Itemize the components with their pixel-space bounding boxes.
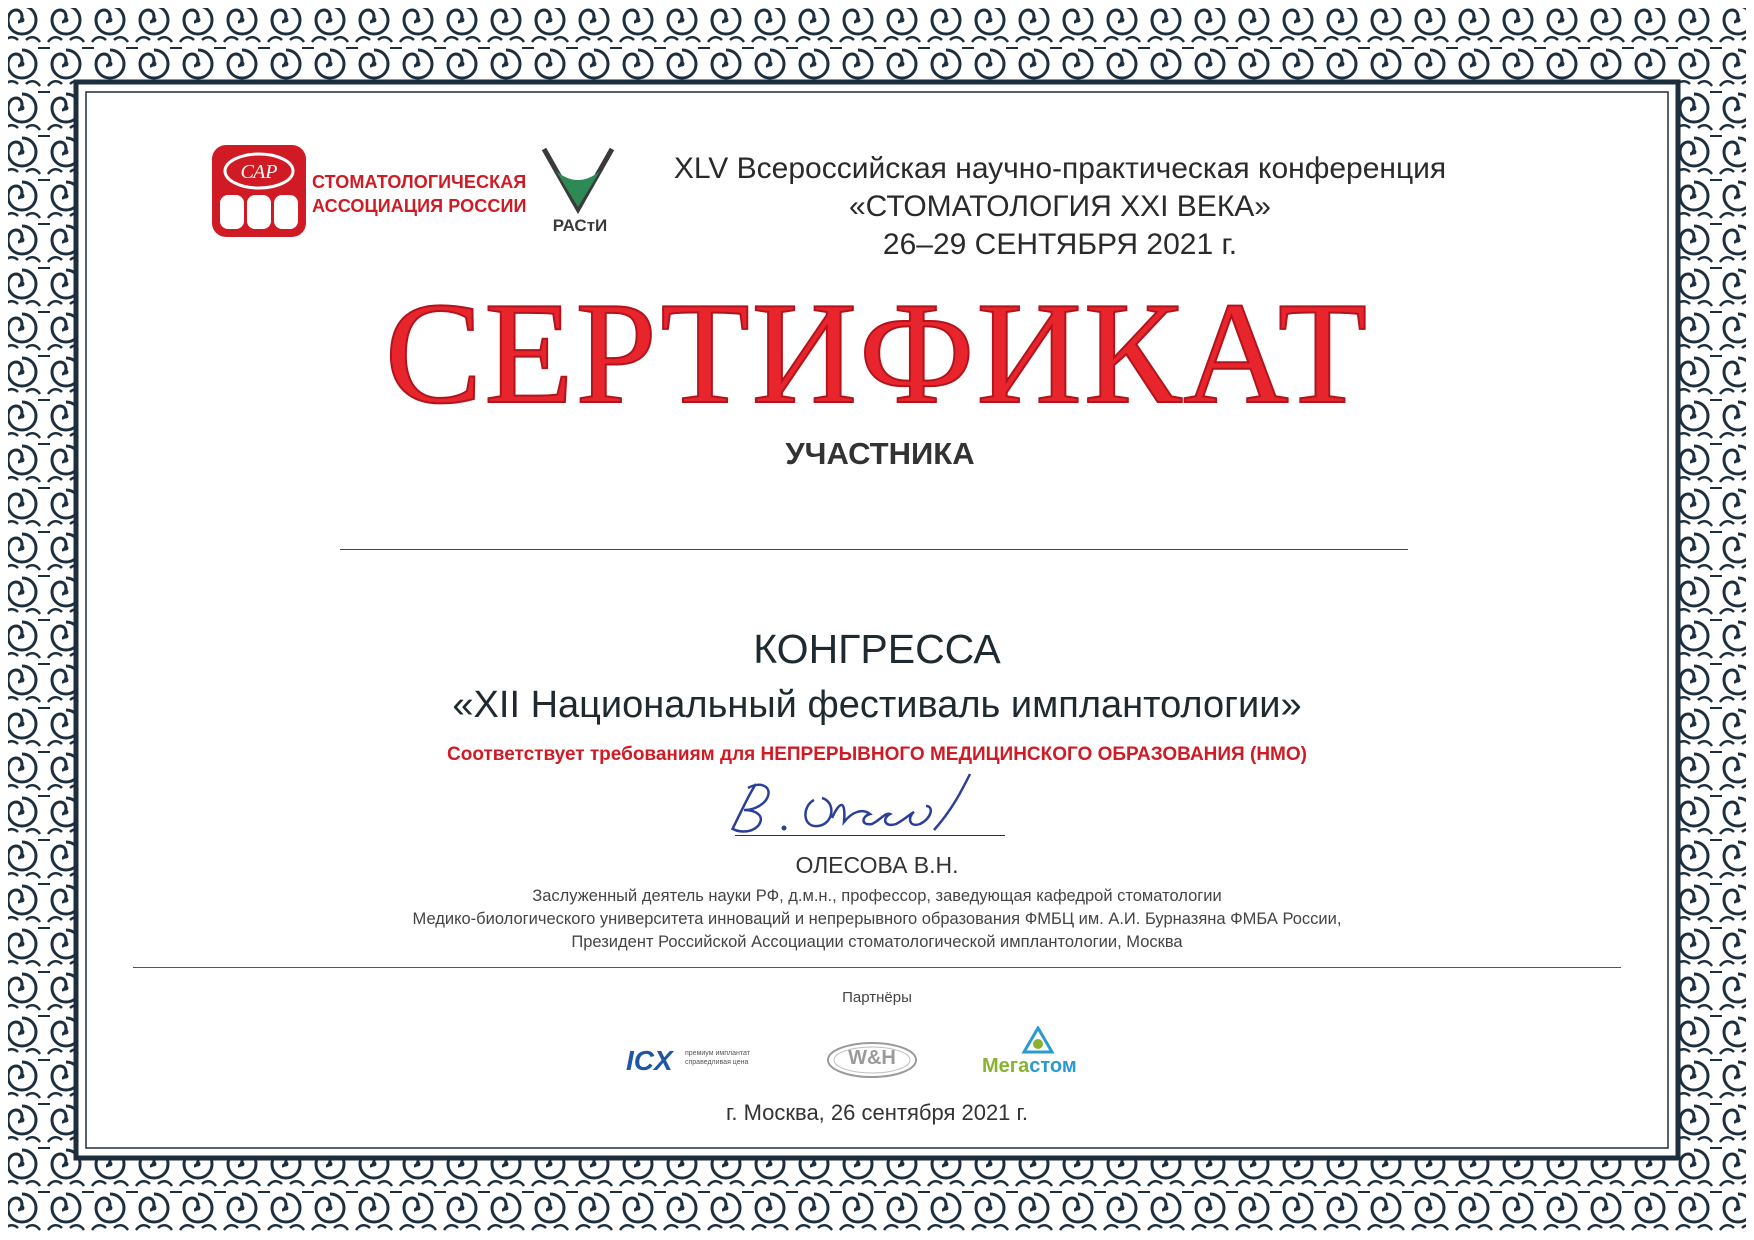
conference-line2: «СТОМАТОЛОГИЯ XXI ВЕКА»	[848, 190, 1271, 223]
event-name: «XII Национальный фестиваль имплантологии»	[452, 684, 1302, 726]
icx-tagline-line2: справедливая цена	[685, 1059, 749, 1066]
bio-line1: Заслуженный деятель науки РФ, д.м.н., профессор, заведующая кафедрой стоматологии	[532, 887, 1222, 905]
bio-line2: Медико-биологического университета инноваций и непрерывного образования ФМБЦ им. А.И. Бурназяна ФМБА России,	[412, 910, 1342, 928]
recipient-name-line	[340, 549, 1408, 550]
certificate-subtitle: УЧАСТНИКА	[785, 436, 975, 471]
org-name	[312, 170, 527, 218]
conference-dates: 26–29 СЕНТЯБРЯ 2021 г.	[882, 228, 1238, 261]
divider	[133, 967, 1621, 968]
sar-logo-icon	[212, 145, 306, 237]
icx-tagline-line1: премиум имплантат	[685, 1050, 750, 1057]
signatory-name: ОЛЕСОВА В.Н.	[795, 852, 959, 878]
bio-line3: Президент Российской Ассоциации стоматологической имплантологии, Москва	[571, 933, 1183, 951]
event-type: КОНГРЕССА	[753, 626, 1001, 672]
icx-tagline	[685, 1049, 750, 1067]
place-date: г. Москва, 26 сентября 2021 г.	[726, 1100, 1028, 1125]
certificate-title: СЕРТИФИКАТ	[384, 272, 1370, 434]
megastom-part1: Мега	[982, 1055, 1030, 1077]
org-name-line2: АССОЦИАЦИЯ РОССИИ	[312, 196, 527, 216]
org-name-line1: СТОМАТОЛОГИЧЕСКАЯ	[312, 172, 527, 192]
megastom-logo-icon	[1020, 1026, 1056, 1056]
icx-logo: ICX	[626, 1045, 673, 1076]
megastom-part2: стом	[1029, 1055, 1077, 1077]
signature-line	[735, 835, 1005, 836]
signatory-bio	[200, 885, 1554, 954]
conference-line1: XLV Всероссийская научно-практическая конференция	[673, 152, 1447, 185]
conference-header	[620, 150, 1500, 264]
nmo-note: Соответствует требованиям для НЕПРЕРЫВНОГО МЕДИЦИНСКОГО ОБРАЗОВАНИЯ (НМО)	[447, 744, 1307, 765]
wh-logo-text: W&H	[848, 1047, 896, 1069]
partners-label: Партнёры	[842, 989, 912, 1006]
megastom-logo	[982, 1055, 1077, 1078]
signature	[722, 770, 1022, 845]
rasti-label: РАСтИ	[552, 216, 608, 235]
sar-logo-text: САР	[240, 161, 278, 183]
